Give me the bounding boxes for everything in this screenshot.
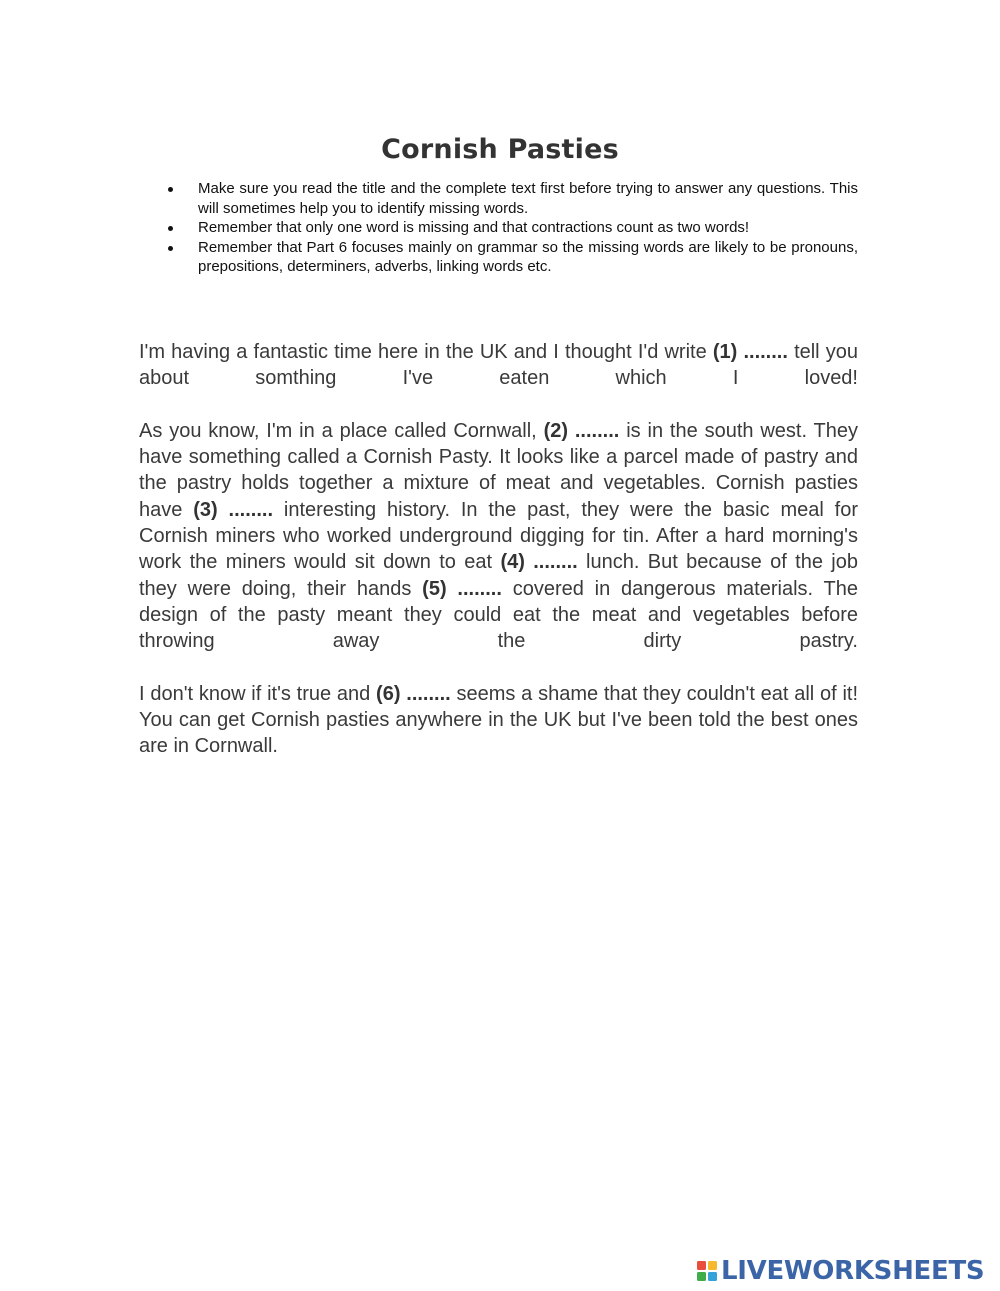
- reading-passage: [139, 339, 858, 760]
- instruction-item: [168, 218, 858, 238]
- instruction-text: Remember that only one word is missing and that contractions count as two words!: [198, 219, 750, 236]
- logo-square: [697, 1272, 706, 1281]
- instructions-list: [168, 179, 858, 277]
- paragraph-spacer: [139, 655, 858, 681]
- gap-4[interactable]: (4) ........: [500, 551, 578, 574]
- logo-square: [708, 1272, 717, 1281]
- paragraph-3: [139, 681, 858, 760]
- worksheet-title: Cornish Pasties: [381, 134, 619, 166]
- paragraph-spacer: [139, 392, 858, 418]
- passage-text: seems a shame that they couldn't eat all of it! You can get Cornish pasties anywhere in the UK but I've been told the best ones are in Cornwall.: [139, 682, 859, 758]
- instruction-text: Remember that Part 6 focuses mainly on grammar so the missing words are likely to be pronouns, prepositions, determiners, adverbs, linking words etc.: [198, 238, 858, 275]
- instruction-item: [168, 238, 858, 277]
- logo-text: LIVEWORKSHEETS: [721, 1256, 985, 1286]
- passage-text: covered in dangerous materials. The design of the pasty meant they could eat the meat and vegetables before throwing away the dirty pastry.: [139, 577, 859, 653]
- passage-text: tell you about somthing I've eaten which I loved!: [139, 341, 859, 390]
- gap-3[interactable]: (3) ........: [193, 498, 274, 521]
- instruction-item: [168, 179, 858, 218]
- logo-square: [708, 1261, 717, 1270]
- bullet-icon: [168, 187, 173, 192]
- bullet-icon: [168, 226, 173, 231]
- passage-text: As you know, I'm in a place called Cornwall,: [139, 419, 537, 442]
- gap-6[interactable]: (6) ........: [376, 682, 451, 705]
- passage-text: is in the south west. They have something called a Cornish Pasty. It looks like a parcel made of pastry and the pastry holds together a mixture of meat and vegetables. Cornish pasties have: [139, 419, 858, 521]
- passage-text: lunch. But because of the job they were doing, their hands: [139, 551, 858, 600]
- passage-text: I don't know if it's true and: [139, 682, 371, 705]
- paragraph-2: [139, 418, 858, 655]
- instruction-text: Make sure you read the title and the complete text first before trying to answer any questions. This will sometimes help you to identify missing words.: [198, 180, 858, 217]
- gap-2[interactable]: (2) ........: [543, 419, 620, 442]
- passage-text: interesting history. In the past, they were the basic meal for Cornish miners who worked underground digging for tin. After a hard morning's work the miners would sit down to eat: [139, 498, 858, 574]
- bullet-icon: [168, 246, 173, 251]
- gap-5[interactable]: (5) ........: [422, 577, 502, 600]
- paragraph-1: [139, 339, 858, 392]
- logo-squares-icon: [697, 1261, 717, 1281]
- gap-1[interactable]: (1) ........: [712, 341, 788, 363]
- logo-square: [697, 1261, 706, 1270]
- liveworksheets-logo: [697, 1255, 984, 1287]
- passage-text: I'm having a fantastic time here in the UK and I thought I'd write: [139, 341, 707, 363]
